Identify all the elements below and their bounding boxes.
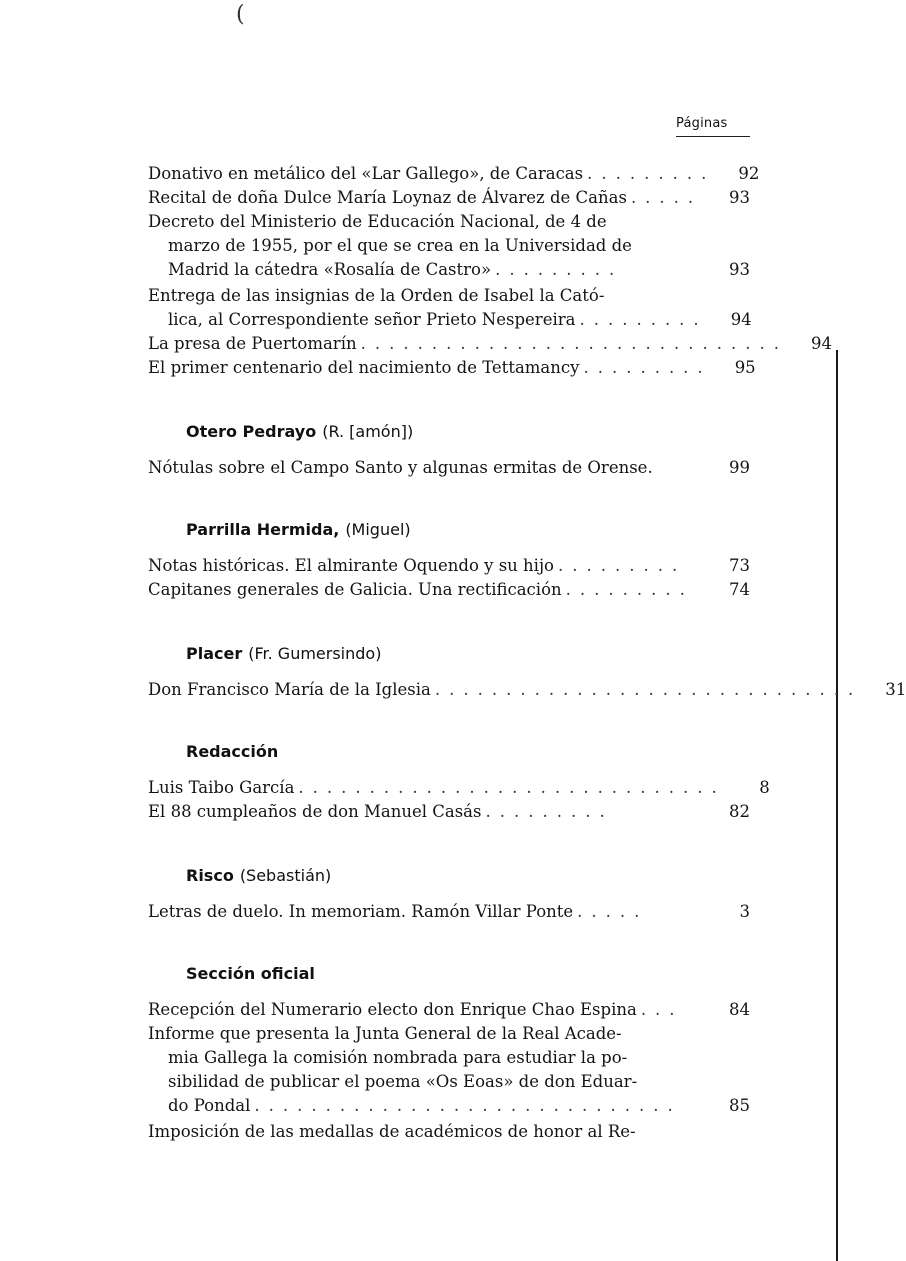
list-item: El primer centenario del nacimiento de Tettamancy ......... 95 [148,356,750,380]
scan-mark: ( [236,2,245,27]
list-item: Recital de doña Dulce María Loynaz de Álvarez de Cañas ..... 93 [148,186,750,210]
page-number: 92 [738,164,760,183]
author-heading: Parrilla Hermida, (Miguel) [186,520,411,539]
margin-rule [836,350,838,1261]
list-item: Entrega de las insignias de la Orden de Isabel la Cató- [148,286,605,305]
list-item: mia Gallega la comisión nombrada para estudiar la po- [168,1048,628,1067]
list-item: Letras de duelo. In memoriam. Ramón Villar Ponte ..... 3 [148,900,750,924]
page-number: 94 [730,310,752,329]
page-number: 84 [729,1000,750,1019]
page-number: 82 [729,802,750,821]
list-item: Capitanes generales de Galicia. Una rectificación ......... 74 [148,578,750,602]
list-item: marzo de 1955, por el que se crea en la Universidad de [168,236,632,255]
list-item: Decreto del Ministerio de Educación Nacional, de 4 de [148,212,607,231]
page-number: 31 [885,680,906,699]
list-item: Nótulas sobre el Campo Santo y algunas ermitas de Orense. 99 [148,456,750,480]
list-item: La presa de Puertomarín .............................. 94 [148,332,750,356]
list-item: Don Francisco María de la Iglesia .............................. 31 [148,678,750,702]
list-item: Imposición de las medallas de académicos de honor al Re- [148,1122,636,1141]
list-item: Madrid la cátedra «Rosalía de Castro» ......... 93 [168,258,750,282]
author-heading: Risco (Sebastián) [186,866,332,885]
page-number: 95 [734,358,756,377]
header-rule [676,136,750,137]
list-item: Notas históricas. El almirante Oquendo y su hijo ......... 73 [148,554,750,578]
list-item: Informe que presenta la Junta General de la Real Acade- [148,1024,622,1043]
author-heading: Redacción [186,742,279,761]
pages-column-header: Páginas [676,116,728,131]
page-number: 3 [739,902,750,921]
list-item: Recepción del Numerario electo don Enrique Chao Espina ... 84 [148,998,750,1022]
list-item: lica, al Correspondiente señor Prieto Nespereira ......... 94 [168,308,750,332]
page-number: 85 [729,1096,750,1115]
page-number: 74 [729,580,750,599]
list-item: El 88 cumpleaños de don Manuel Casás ......... 82 [148,800,750,824]
list-item: Luis Taibo García .............................. 8 [148,776,750,800]
list-item: sibilidad de publicar el poema «Os Eoas» de don Eduar- [168,1072,638,1091]
page-number: 93 [729,260,750,279]
page-number: 93 [729,188,750,207]
author-heading: Placer (Fr. Gumersindo) [186,644,382,663]
page-number: 94 [810,334,832,353]
page-number: 8 [759,778,770,797]
page-number: 73 [729,556,750,575]
page-number: 99 [729,458,750,477]
author-heading: Sección oficial [186,964,315,983]
list-item: Donativo en metálico del «Lar Gallego», de Caracas ......... 92 [148,162,750,186]
author-heading: Otero Pedrayo (R. [amón]) [186,422,414,441]
list-item: do Pondal .............................. 85 [168,1094,750,1118]
